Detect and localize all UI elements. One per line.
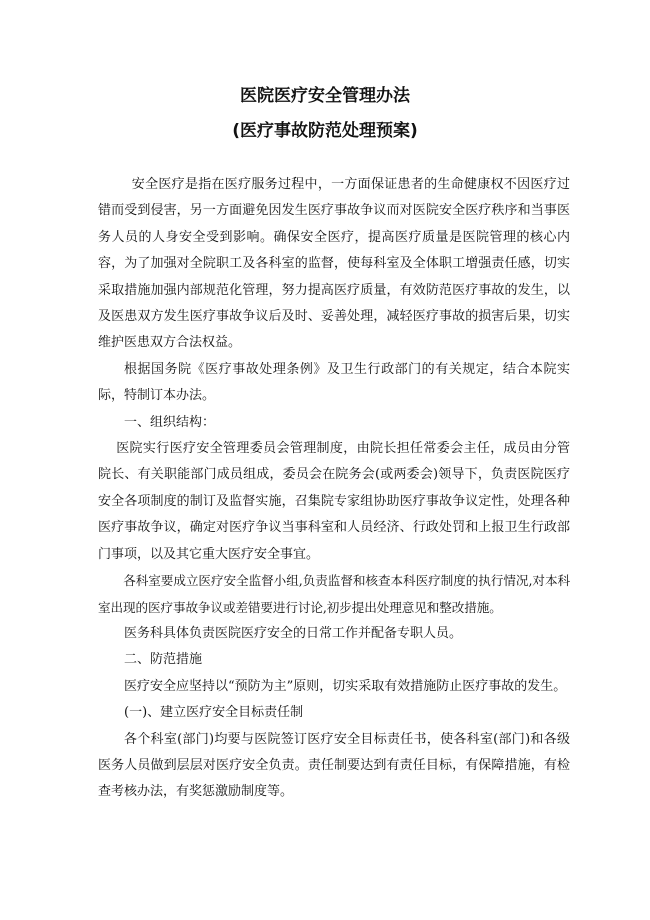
section-heading-organization: 一、组织结构： — [124, 414, 216, 430]
subsection-heading-responsibility: (一)、建立医疗安全目标责任制 — [124, 705, 304, 721]
paragraph-responsibility: 各个科室(部门)均要与医院签订医疗安全目标责任书，使各科室(部门)和各级医务人员做到层层对医疗安全负责。责任制要达到有责任目标，有保障措施，有检查考核办法，有奖惩激励制度等。 — [98, 731, 570, 800]
document-body — [98, 172, 570, 806]
paragraph-prevention-principle: 医疗安全应坚持以“预防为主”原则，切实采取有效措施防止医疗事故的发生。 — [124, 678, 567, 694]
paragraph-basis: 根据国务院《医疗事故处理条例》及卫生行政部门的有关规定，结合本院实际，特制订本办法。 — [98, 361, 570, 404]
paragraph-intro: 安全医疗是指在医疗服务过程中，一方面保证患者的生命健康权不因医疗过错而受到侵害，另一方面避免因发生医疗事故争议而对医院安全医疗秩序和当事医务人员的人身安全受到影响。确保安全医疗，提高医疗质量是医院管理的核心内容，为了加强对全院职工及各科室的监督，使每科室及全体职工增强责任感，切实采取措施加强内部规范化管理，努力提高医疗质量，有效防范医疗事故的发生，以及医患双方发生医疗事故争议后及时、妥善处理，减轻医疗事故的损害后果，切实维护医患双方合法权益。 — [98, 177, 570, 351]
paragraph-medical-affairs: 医务科具体负责医院医疗安全的日常工作并配备专职人员。 — [124, 625, 463, 641]
paragraph-department-groups: 各科室要成立医疗安全监督小组,负责监督和核查本科医疗制度的执行情况,对本科室出现的医疗事故争议或差错要进行讨论,初步提出处理意见和整改措施。 — [98, 573, 570, 615]
document-title: 医院医疗安全管理办法 — [240, 86, 410, 106]
document-subtitle: (医疗事故防范处理预案) — [232, 121, 418, 141]
paragraph-organization: 医院实行医疗安全管理委员会管理制度，由院长担任常委会主任，成员由分管院长、有关职能部门成员组成，委员会在院务会(或两委会)领导下，负责医院医疗安全各项制度的制订及监督实施，召集院专家组协助医疗事故争议定性，处理各种医疗事故争议，确定对医疗争议当事科室和人员经济、行政处罚和上报卫生行政部门事项，以及其它重大医疗安全事宜。 — [98, 441, 570, 562]
section-heading-prevention: 二、防范措施 — [124, 652, 203, 668]
